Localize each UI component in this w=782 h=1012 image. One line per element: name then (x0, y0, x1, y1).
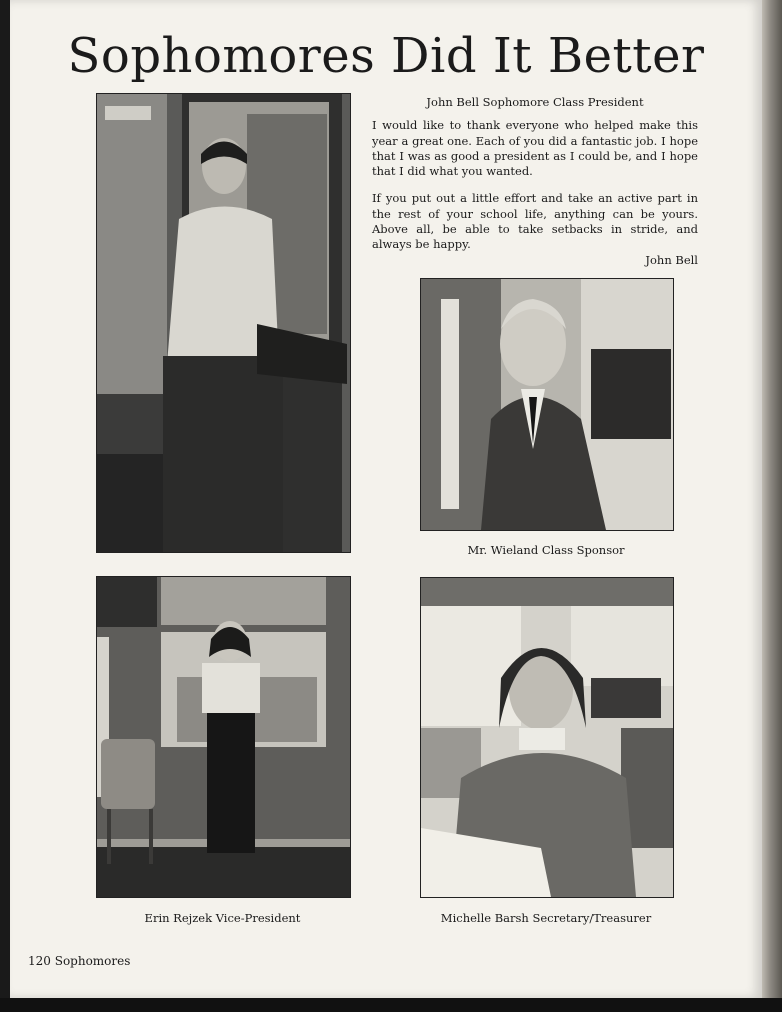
secretary-photo (420, 577, 674, 898)
vice-president-photo (96, 576, 351, 898)
sponsor-photo (420, 278, 674, 531)
letter-heading: John Bell Sophomore Class President (426, 95, 644, 109)
letter-paragraph-1: I would like to thank everyone who helped make this year a great one. Each of you did a fantastic job. I hope that I was as good a president as I could be, and I hope that I did what you wanted. (372, 118, 698, 179)
president-letter (372, 95, 698, 268)
president-photo (96, 93, 351, 553)
page-edge (762, 0, 782, 998)
letter-paragraph-2: If you put out a little effort and take an active part in the rest of your school life, anything can be yours. Above all, be able to take setbacks in stride, and always be happy. (372, 191, 698, 252)
page-title: Sophomores Did It Better (67, 28, 705, 84)
letter-signature: John Bell (645, 252, 698, 267)
bottom-border (0, 998, 782, 1012)
sponsor-caption: Mr. Wieland Class Sponsor (467, 543, 625, 557)
page-folio: 120 Sophomores (28, 954, 131, 968)
secretary-caption: Michelle Barsh Secretary/Treasurer (440, 911, 652, 925)
vice-president-caption: Erin Rejzek Vice-President (144, 911, 301, 925)
